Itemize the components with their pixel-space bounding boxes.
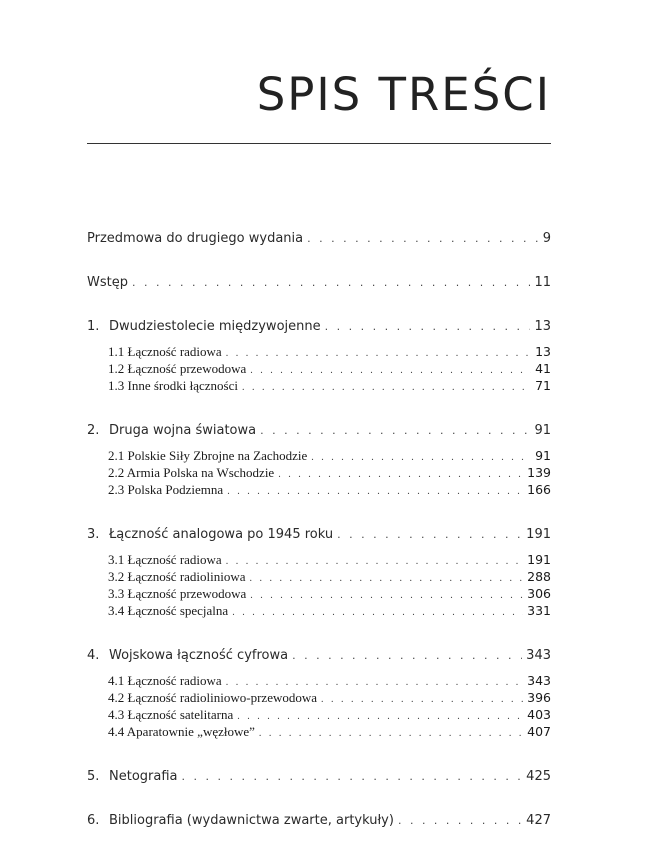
- chapter-title: Dwudziestolecie międzywojenne: [109, 319, 321, 334]
- toc-page-number: 306: [527, 586, 551, 601]
- toc-page-number: 139: [527, 465, 551, 480]
- dot-leader: [250, 362, 531, 379]
- chapter-number: 4.: [87, 648, 100, 663]
- chapter-title: Netografia: [109, 769, 178, 784]
- toc-page-number: 425: [526, 769, 551, 784]
- dot-leader: [250, 570, 524, 587]
- toc-page-number: 343: [526, 648, 551, 663]
- toc-page-number: 11: [534, 275, 551, 290]
- toc-section[interactable]: [87, 447, 551, 464]
- toc-page-number: 331: [527, 603, 551, 618]
- toc-page-number: 13: [534, 319, 551, 334]
- section-title: 4.2 Łączność radioliniowo-przewodowa: [108, 690, 318, 705]
- toc-page-number: 71: [535, 378, 551, 393]
- dot-leader: [232, 604, 523, 621]
- toc-chapter-label: [87, 764, 178, 790]
- dot-leader: [398, 808, 522, 834]
- dot-leader: [278, 466, 523, 483]
- toc-page-number: 427: [526, 813, 551, 828]
- dot-leader: [237, 708, 523, 725]
- toc-section[interactable]: [87, 481, 551, 498]
- dot-leader: [260, 418, 530, 444]
- toc-page-number: 288: [527, 569, 551, 584]
- toc-chapter-label: [87, 522, 333, 548]
- toc-chapter-4[interactable]: [87, 643, 551, 669]
- section-title: 1.2 Łączność przewodowa: [108, 361, 247, 376]
- toc-entry-intro[interactable]: [87, 270, 551, 296]
- toc-chapter-2[interactable]: [87, 418, 551, 444]
- section-title: 3.4 Łączność specjalna: [108, 603, 229, 618]
- section-title: 1.1 Łączność radiowa: [108, 344, 222, 359]
- toc-section[interactable]: [87, 464, 551, 481]
- toc-entry-preface[interactable]: [87, 226, 551, 252]
- toc-chapter-5[interactable]: [87, 764, 551, 790]
- toc-chapter-1[interactable]: [87, 314, 551, 340]
- section-title: 4.1 Łączność radiowa: [108, 673, 222, 688]
- table-of-contents: [87, 226, 551, 834]
- dot-leader: [132, 270, 530, 296]
- toc-section[interactable]: [87, 723, 551, 740]
- toc-page-number: 41: [535, 361, 551, 376]
- toc-chapter-label: [87, 418, 256, 444]
- dot-leader: [226, 345, 531, 362]
- dot-leader: [227, 483, 523, 500]
- dot-leader: [307, 226, 539, 252]
- toc-page-number: 396: [527, 690, 551, 705]
- toc-page-number: 191: [527, 552, 551, 567]
- toc-page-number: 13: [535, 344, 551, 359]
- section-title: 2.1 Polskie Siły Zbrojne na Zachodzie: [108, 448, 308, 463]
- section-title: 3.2 Łączność radioliniowa: [108, 569, 246, 584]
- toc-page-number: 91: [535, 448, 551, 463]
- dot-leader: [337, 522, 522, 548]
- toc-section[interactable]: [87, 689, 551, 706]
- chapter-title: Łączność analogowa po 1945 roku: [109, 527, 334, 542]
- dot-leader: [226, 553, 523, 570]
- toc-entry-label: Wstęp: [87, 275, 128, 290]
- dot-leader: [259, 725, 523, 742]
- toc-chapter-3[interactable]: [87, 522, 551, 548]
- chapter-title: Wojskowa łączność cyfrowa: [109, 648, 289, 663]
- toc-entry-label: Przedmowa do drugiego wydania: [87, 231, 304, 246]
- toc-page-number: 166: [527, 482, 551, 497]
- toc-chapter-label: [87, 314, 321, 340]
- section-title: 3.1 Łączność radiowa: [108, 552, 222, 567]
- toc-section[interactable]: [87, 568, 551, 585]
- section-title: 2.2 Armia Polska na Wschodzie: [108, 465, 275, 480]
- toc-section[interactable]: [87, 343, 551, 360]
- chapter-number: 2.: [87, 423, 100, 438]
- toc-page-number: 343: [527, 673, 551, 688]
- toc-page-number: 191: [526, 527, 551, 542]
- chapter-number: 5.: [87, 769, 100, 784]
- toc-section[interactable]: [87, 551, 551, 568]
- toc-section[interactable]: [87, 360, 551, 377]
- dot-leader: [321, 691, 523, 708]
- dot-leader: [250, 587, 523, 604]
- toc-chapter-label: [87, 808, 394, 834]
- toc-page-number: 407: [527, 724, 551, 739]
- toc-section[interactable]: [87, 706, 551, 723]
- chapter-title: Druga wojna światowa: [109, 423, 257, 438]
- toc-chapter-6[interactable]: [87, 808, 551, 834]
- chapter-number: 3.: [87, 527, 100, 542]
- toc-section[interactable]: [87, 585, 551, 602]
- section-title: 2.3 Polska Podziemna: [108, 482, 224, 497]
- toc-page-number: 91: [534, 423, 551, 438]
- dot-leader: [311, 449, 531, 466]
- page-title: SPIS TREŚCI: [256, 68, 551, 121]
- toc-page-number: 403: [527, 707, 551, 722]
- section-title: 4.4 Aparatownie „węzłowe”: [108, 724, 255, 739]
- toc-page-number: 9: [542, 231, 551, 246]
- dot-leader: [325, 314, 531, 340]
- toc-section[interactable]: [87, 602, 551, 619]
- toc-section[interactable]: [87, 377, 551, 394]
- title-divider: [87, 143, 551, 144]
- section-title: 4.3 Łączność satelitarna: [108, 707, 234, 722]
- toc-chapter-label: [87, 643, 288, 669]
- section-title: 3.3 Łączność przewodowa: [108, 586, 247, 601]
- chapter-number: 6.: [87, 813, 100, 828]
- toc-section[interactable]: [87, 672, 551, 689]
- dot-leader: [292, 643, 522, 669]
- chapter-title: Bibliografia (wydawnictwa zwarte, artykuły): [109, 813, 394, 828]
- section-title: 1.3 Inne środki łączności: [108, 378, 238, 393]
- chapter-number: 1.: [87, 319, 100, 334]
- dot-leader: [242, 379, 531, 396]
- dot-leader: [182, 764, 523, 790]
